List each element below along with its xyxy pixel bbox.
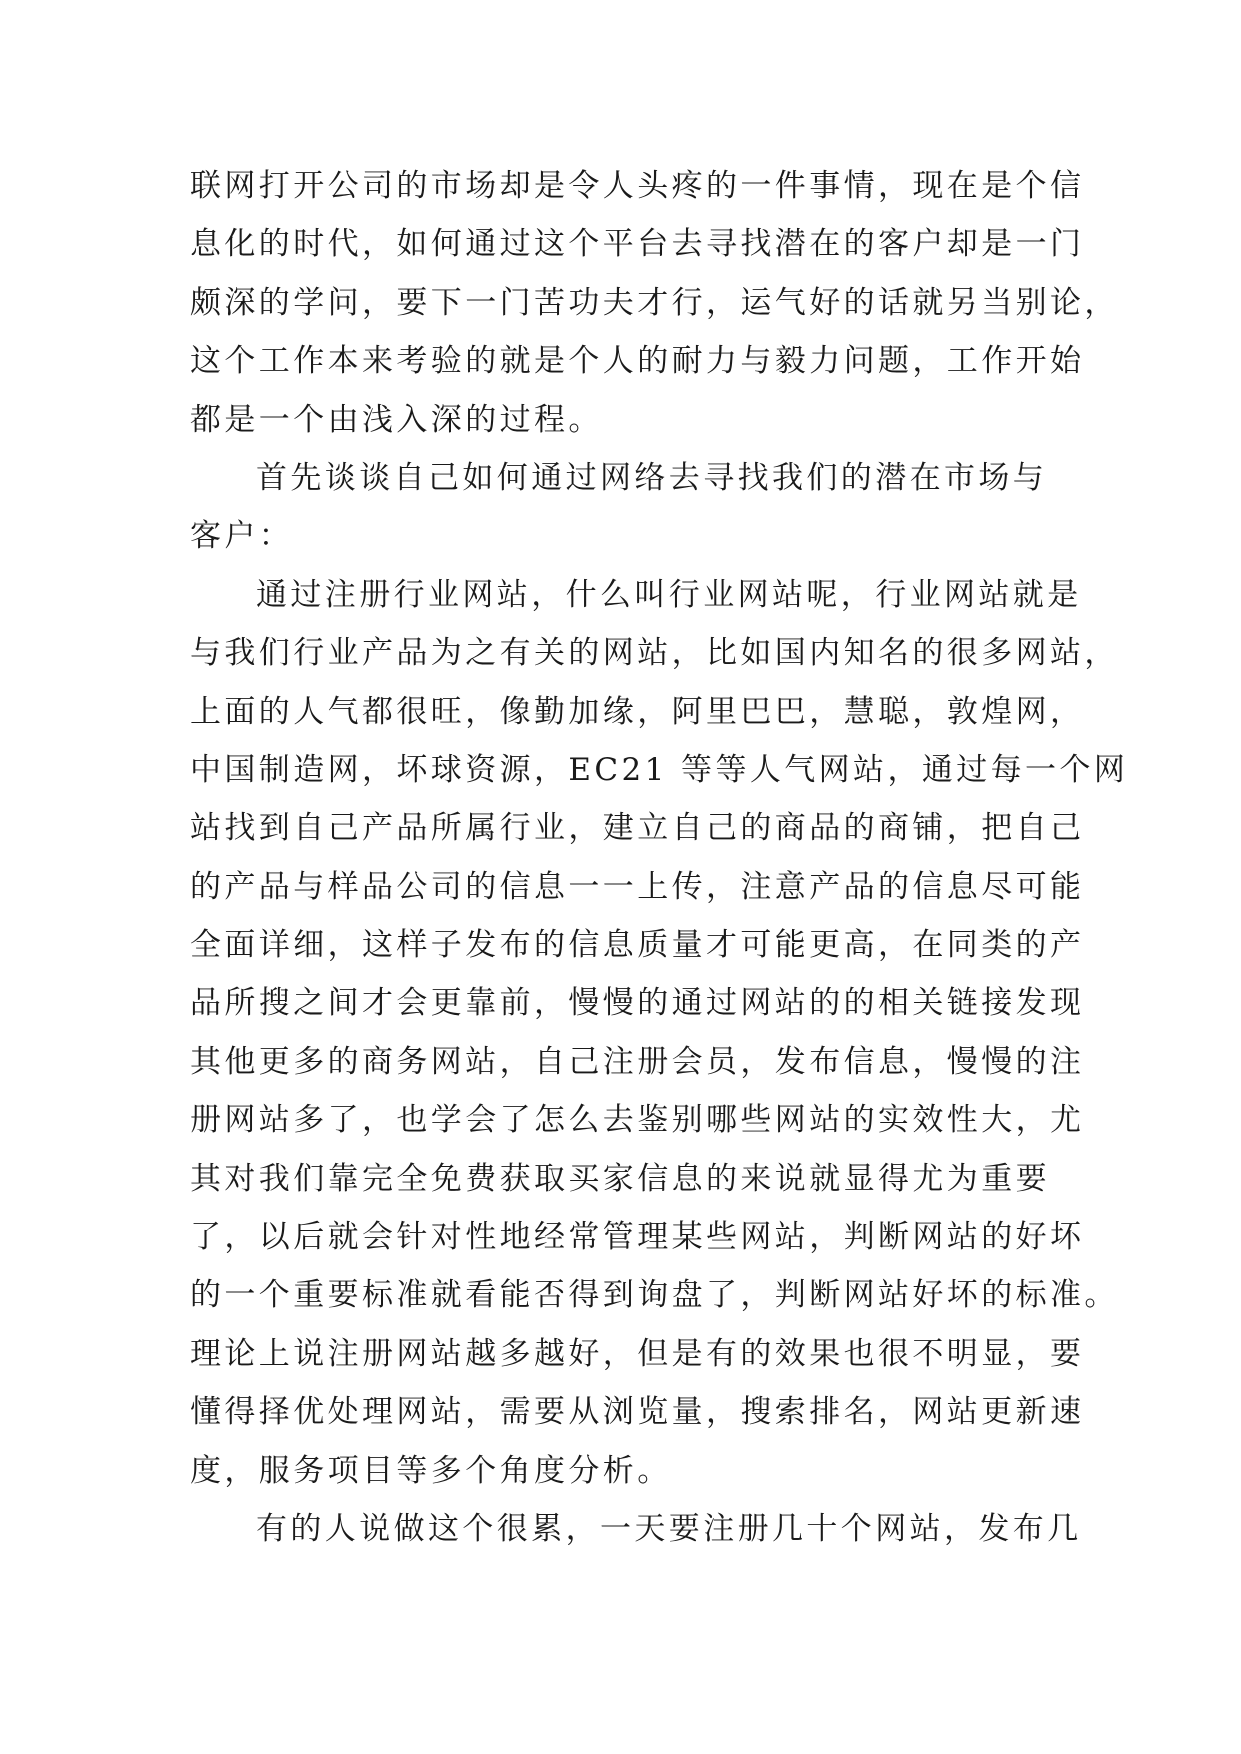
text-line: 其对我们靠完全免费获取买家信息的来说就显得尤为重要 (190, 1160, 1050, 1197)
text-line: 了，以后就会针对性地经常管理某些网站，判断网站的好坏 (190, 1219, 1085, 1256)
text-line: 客户： (190, 518, 294, 555)
text-line: 有的人说做这个很累，一天要注册几十个网站，发布几 (256, 1510, 1082, 1547)
text-line: 联网打开公司的市场却是令人头疼的一件事情，现在是个信 (190, 168, 1085, 204)
text-line: 的一个重要标准就看能否得到询盘了，判断网站好坏的标准。 (190, 1277, 1119, 1314)
text-line: 都是一个由浅入深的过程。 (190, 401, 603, 438)
text-line: 其他更多的商务网站，自己注册会员，发布信息，慢慢的注 (190, 1043, 1085, 1080)
text-line: 全面详细，这样子发布的信息质量才可能更高，在同类的产 (190, 927, 1085, 964)
text-line: 这个工作本来考验的就是个人的耐力与毅力问题，工作开始 (190, 343, 1085, 380)
text-line: 的产品与样品公司的信息一一上传，注意产品的信息尽可能 (190, 868, 1085, 905)
text-line: 度，服务项目等多个角度分析。 (190, 1452, 672, 1489)
text-line: 站找到自己产品所属行业，建立自己的商品的商铺，把自己 (190, 810, 1085, 847)
document-body (190, 157, 1129, 1558)
text-line: 与我们行业产品为之有关的网站，比如国内知名的很多网站， (190, 635, 1119, 672)
text-line: 懂得择优处理网站，需要从浏览量，搜索排名，网站更新速 (190, 1394, 1085, 1431)
text-line: 息化的时代，如何通过这个平台去寻找潜在的客户却是一门 (190, 226, 1085, 263)
text-line: 首先谈谈自己如何通过网络去寻找我们的潜在市场与 (256, 459, 1048, 496)
text-line: 通过注册行业网站，什么叫行业网站呢，行业网站就是 (256, 576, 1082, 613)
text-line: 上面的人气都很旺，像勤加缘，阿里巴巴，慧聪，敦煌网， (190, 693, 1085, 730)
text-line: 颇深的学问，要下一门苦功夫才行，运气好的话就另当别论， (190, 284, 1119, 321)
text-line: 品所搜之间才会更靠前，慢慢的通过网站的的相关链接发现 (190, 985, 1085, 1022)
text-line: 册网站多了，也学会了怎么去鉴别哪些网站的实效性大，尤 (190, 1102, 1085, 1139)
text-line: 理论上说注册网站越多越好，但是有的效果也很不明显，要 (190, 1335, 1085, 1372)
text-line: 中国制造网，坏球资源，EC21 等等人气网站，通过每一个网 (190, 751, 1129, 788)
